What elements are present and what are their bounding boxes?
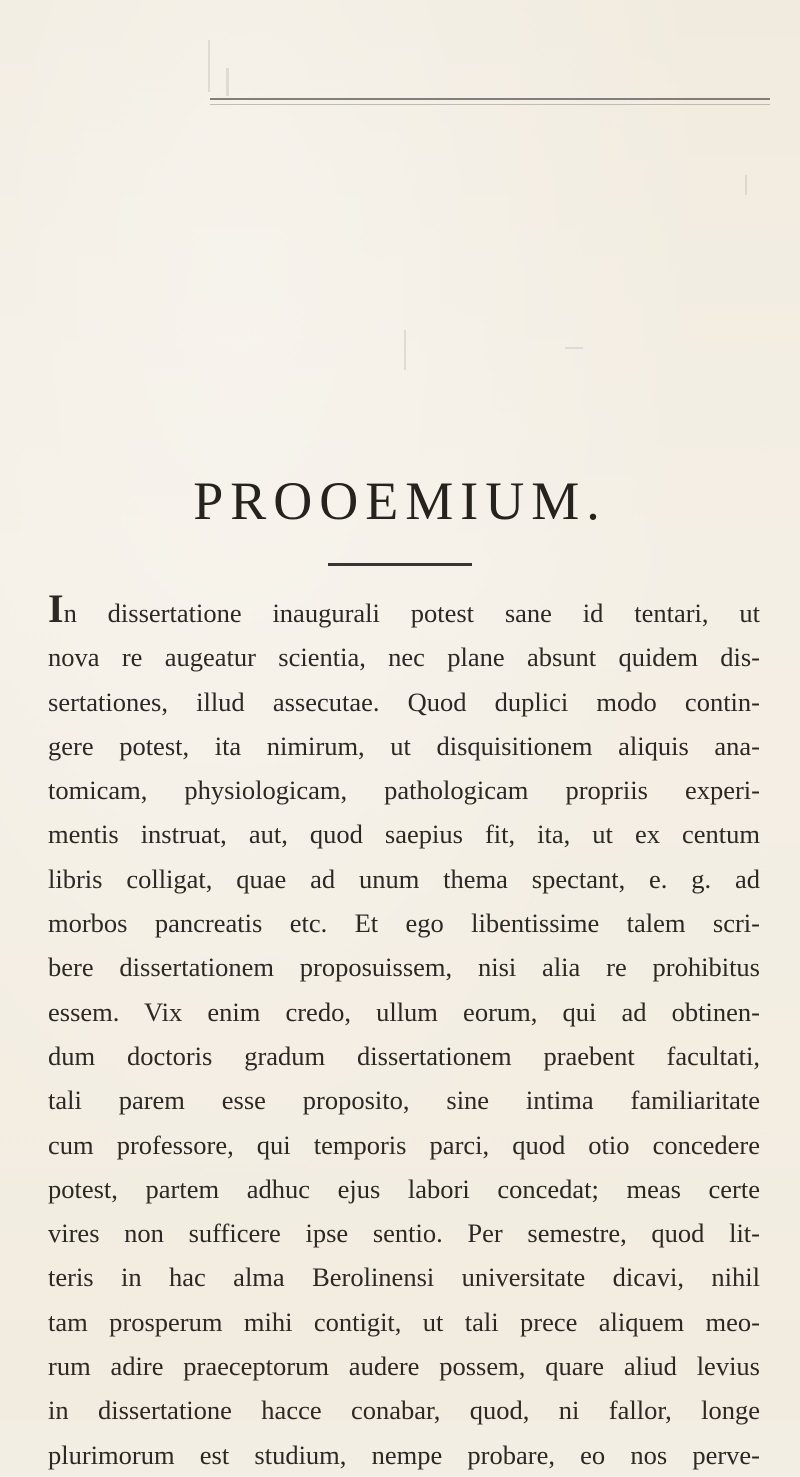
text-line: mentis instruat, aut, quod saepius fit, ita, ut ex centum — [48, 819, 760, 850]
text-line: potest, partem adhuc ejus labori concedat; meas certe — [48, 1173, 760, 1204]
text-line: gere potest, ita nimirum, ut disquisitionem aliquis ana- — [48, 730, 760, 761]
text-line: tomicam, physiologicam, pathologicam propriis experi- — [48, 775, 760, 806]
text-line: in dissertatione hacce conabar, quod, ni fallor, longe — [48, 1395, 760, 1426]
text-line-1-body: n dissertatione inaugurali potest sane id tentari, ut — [63, 598, 760, 628]
text-line: cum professore, qui temporis parci, quod otio concedere — [48, 1129, 760, 1160]
heading-underline — [328, 563, 472, 566]
paper-mark — [745, 175, 747, 195]
text-line: essem. Vix enim credo, ullum eorum, qui ad obtinen- — [48, 996, 760, 1027]
text-line: rum adire praeceptorum audere possem, quare aliud levius — [48, 1351, 760, 1382]
top-border-rule-thin — [210, 104, 770, 105]
text-line: vires non sufficere ipse sentio. Per semestre, quod lit- — [48, 1218, 760, 1249]
paper-mark — [404, 330, 406, 370]
text-line: morbos pancreatis etc. Et ego libentissime talem scri- — [48, 908, 760, 939]
text-line: libris colligat, quae ad unum thema spectant, e. g. ad — [48, 863, 760, 894]
text-line: plurimorum est studium, nempe probare, eo nos perve- — [48, 1439, 760, 1470]
text-line: dum doctoris gradum dissertationem praebent facultati, — [48, 1040, 760, 1071]
section-heading: PROOEMIUM. — [193, 471, 607, 531]
paper-mark — [226, 68, 229, 96]
drop-initial: I — [48, 591, 64, 631]
text-line: tali parem esse proposito, sine intima familiaritate — [48, 1085, 760, 1116]
paper-mark — [565, 347, 583, 349]
text-line: bere dissertationem proposuissem, nisi alia re prohibitus — [48, 952, 760, 983]
text-line: teris in hac alma Berolinensi universitate dicavi, nihil — [48, 1262, 760, 1293]
body-text — [48, 591, 760, 1477]
top-border-rule — [210, 98, 770, 100]
text-line-1 — [48, 591, 760, 635]
paper-mark — [208, 40, 210, 92]
text-line: sertationes, illud assecutae. Quod duplici modo contin- — [48, 686, 760, 717]
text-line: tam prosperum mihi contigit, ut tali prece aliquem meo- — [48, 1306, 760, 1337]
text-line: nova re augeatur scientia, nec plane absunt quidem dis- — [48, 642, 760, 673]
